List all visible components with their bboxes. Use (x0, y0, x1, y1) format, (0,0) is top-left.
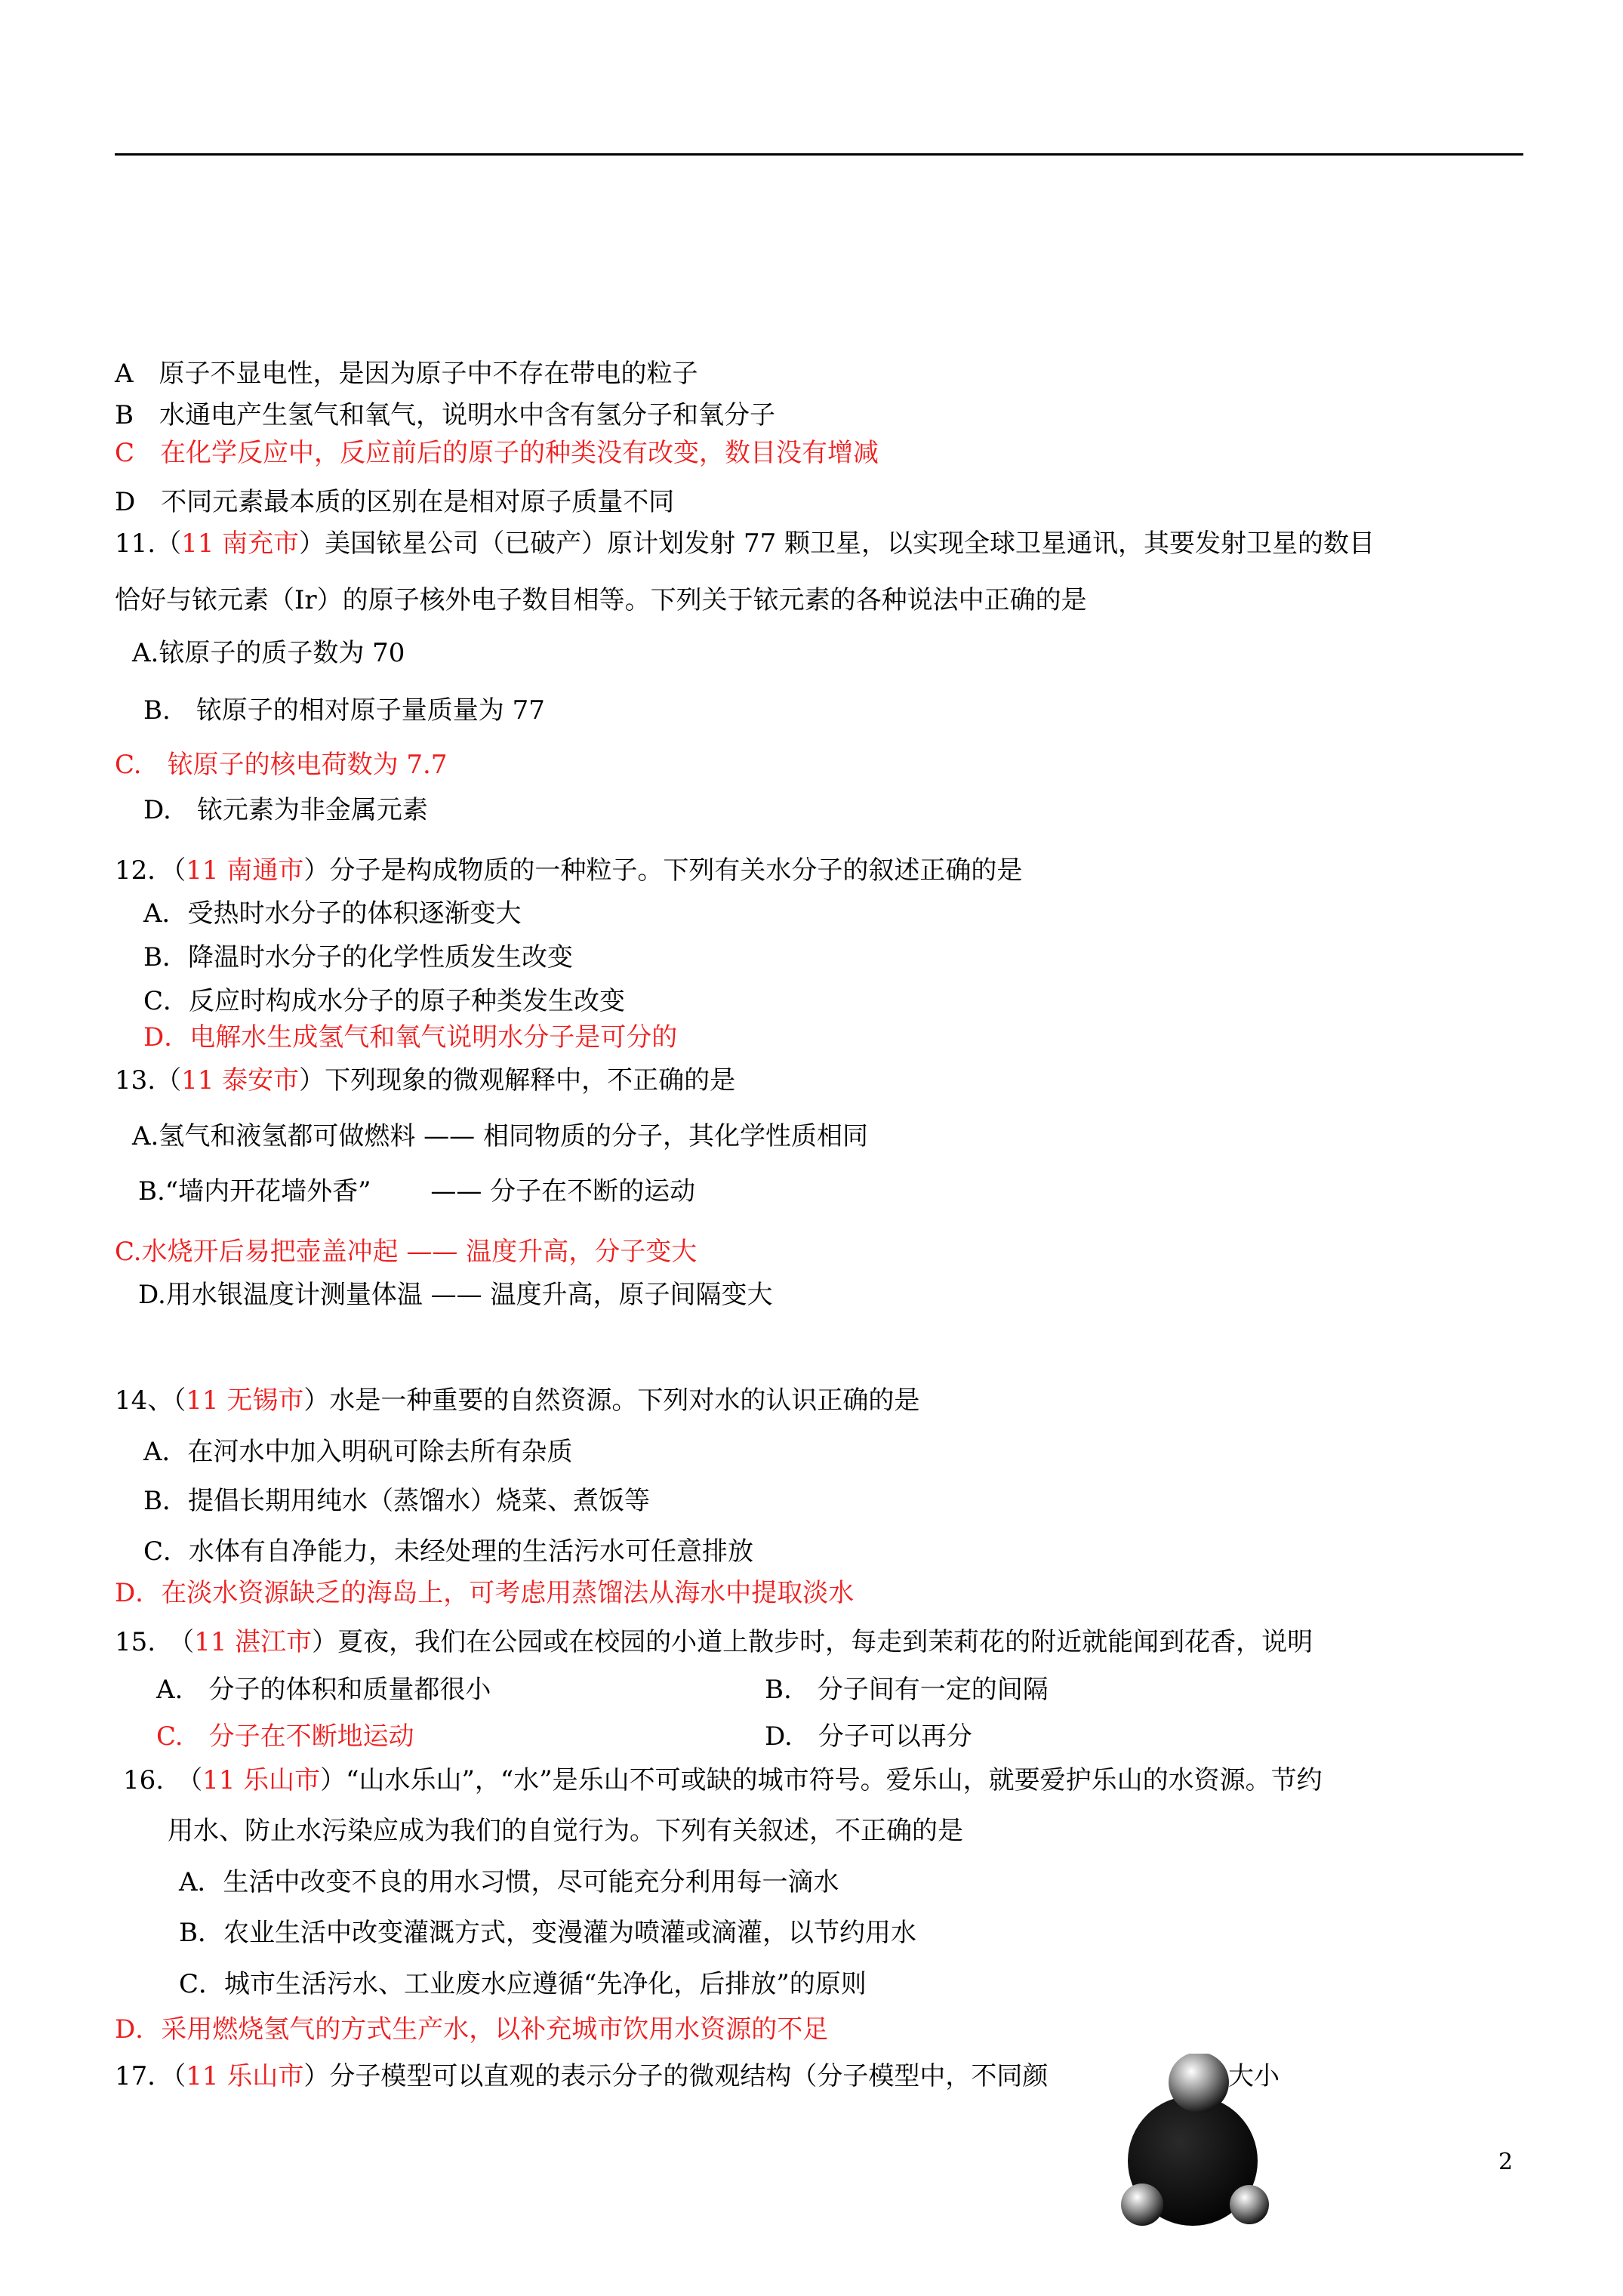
q17-stem-tail: 大小 (1228, 2061, 1280, 2091)
top-atom (1169, 2054, 1229, 2113)
q13-option-b: B.“墙内开花墙外香” —— 分子在不断的运动 (138, 1176, 696, 1207)
q12-option-a: A．受热时水分子的体积逐渐变大 (143, 898, 522, 929)
q16-option-c: C．城市生活污水、工业废水应遵循“先净化，后排放”的原则 (179, 1969, 867, 1999)
q17-number: 17．（ (115, 2061, 186, 2091)
q13-option-d: D.用水银温度计测量体温 —— 温度升高，原子间隔变大 (138, 1280, 773, 1310)
q13-number: 13.（ (115, 1065, 182, 1096)
q12-number: 12．（ (115, 855, 186, 886)
q10-option-a: A 原子不显电性，是因为原子中不存在带电的粒子 (115, 359, 698, 389)
q16-option-d-answer: D．采用燃烧氢气的方式生产水，以补充城市饮用水资源的不足 (115, 2014, 829, 2045)
q16-stem (123, 1763, 1323, 1798)
q16-number: 16. （ (123, 1765, 203, 1795)
q16-option-b: B．农业生活中改变灌溉方式，变漫灌为喷灌或滴灌，以节约用水 (179, 1918, 916, 1948)
q11-stem-cont: 恰好与铱元素（Ir）的原子核外电子数目相等。下列关于铱元素的各种说法中正确的是 (115, 585, 1087, 615)
q17-source: 11 乐山市 (186, 2061, 304, 2091)
q10-option-b: B 水通电产生氢气和氧气，说明水中含有氢分子和氧分子 (115, 400, 775, 430)
q16-option-a: A．生活中改变不良的用水习惯，尽可能充分利用每一滴水 (179, 1867, 839, 1897)
q12-source: 11 南通市 (186, 855, 304, 886)
q12-stem (115, 853, 1022, 888)
q14-option-b: B．提倡长期用纯水（蒸馏水）烧菜、煮饭等 (143, 1486, 650, 1516)
q14-option-d-answer: D．在淡水资源缺乏的海岛上，可考虑用蒸馏法从海水中提取淡水 (115, 1578, 855, 1608)
q11-number: 11.（ (115, 529, 182, 559)
q14-source: 11 无锡市 (186, 1385, 304, 1416)
q15-option-d: D. 分子可以再分 (765, 1721, 972, 1752)
q13-text: ）下列现象的微观解释中，不正确的是 (299, 1065, 736, 1096)
q14-number: 14、（ (115, 1385, 186, 1416)
q11-stem (115, 526, 1375, 561)
q10-option-d: D 不同元素最本质的区别在是相对原子质量不同 (115, 487, 675, 517)
page-number: 2 (1498, 2149, 1514, 2175)
q10-option-c-answer: C 在化学反应中，反应前后的原子的种类没有改变，数目没有增减 (115, 438, 879, 468)
q15-number: 15. （ (115, 1627, 195, 1657)
header-rule (115, 153, 1523, 156)
q17-text: ）分子模型可以直观的表示分子的微观结构（分子模型中，不同颜 (303, 2061, 1049, 2091)
q11-option-a: A.铱原子的质子数为 70 (132, 638, 405, 668)
q12-option-b: B．降温时水分子的化学性质发生改变 (143, 942, 573, 972)
q13-source: 11 泰安市 (181, 1065, 300, 1096)
q13-option-c-answer: C.水烧开后易把壶盖冲起 —— 温度升高，分子变大 (115, 1237, 698, 1267)
q14-text: ）水是一种重要的自然资源。下列对水的认识正确的是 (303, 1385, 920, 1416)
q16-stem-cont: 用水、防止水污染应成为我们的自觉行为。下列有关叙述，不正确的是 (168, 1816, 963, 1846)
q15-text: ）夏夜，我们在公园或在校园的小道上散步时，每走到茉莉花的附近就能闻到花香，说明 (312, 1627, 1313, 1657)
q16-source: 11 乐山市 (202, 1765, 321, 1795)
q15-option-b: B. 分子间有一定的间隔 (765, 1675, 1049, 1705)
q11-option-d: D. 铱元素为非金属元素 (143, 795, 428, 825)
q16-text: ）“山水乐山”，“水”是乐山不可或缺的城市符号。爱乐山，就要爱护乐山的水资源。节约 (320, 1765, 1323, 1795)
molecule-model-figure (1117, 2054, 1283, 2227)
q14-option-a: A．在河水中加入明矾可除去所有杂质 (143, 1437, 573, 1467)
q11-option-b: B. 铱原子的相对原子量质量为 77 (143, 695, 545, 726)
q14-option-c: C．水体有自净能力，未经处理的生活污水可任意排放 (143, 1536, 754, 1567)
q11-option-c-answer: C. 铱原子的核电荷数为 7.7 (115, 750, 448, 780)
q13-stem (115, 1063, 735, 1098)
q14-stem (115, 1383, 919, 1418)
bottom-right-atom (1230, 2185, 1269, 2224)
q17-stem (115, 2059, 1048, 2094)
q12-text: ）分子是构成物质的一种粒子。下列有关水分子的叙述正确的是 (303, 855, 1023, 886)
q15-option-a: A. 分子的体积和质量都很小 (156, 1675, 491, 1705)
q11-source: 11 南充市 (181, 529, 300, 559)
q15-source: 11 湛江市 (194, 1627, 313, 1657)
q15-stem (115, 1625, 1313, 1660)
q12-option-d-answer: D．电解水生成氢气和氧气说明水分子是可分的 (143, 1022, 678, 1052)
q15-option-c-answer: C. 分子在不断地运动 (156, 1721, 414, 1752)
q13-option-a: A.氢气和液氢都可做燃料 —— 相同物质的分子，其化学性质相同 (132, 1121, 868, 1151)
q12-option-c: C．反应时构成水分子的原子种类发生改变 (143, 986, 626, 1016)
q11-text: ）美国铱星公司（已破产）原计划发射 77 颗卫星，以实现全球卫星通讯，其要发射卫星的数目 (299, 529, 1375, 559)
bottom-left-atom (1121, 2184, 1163, 2226)
